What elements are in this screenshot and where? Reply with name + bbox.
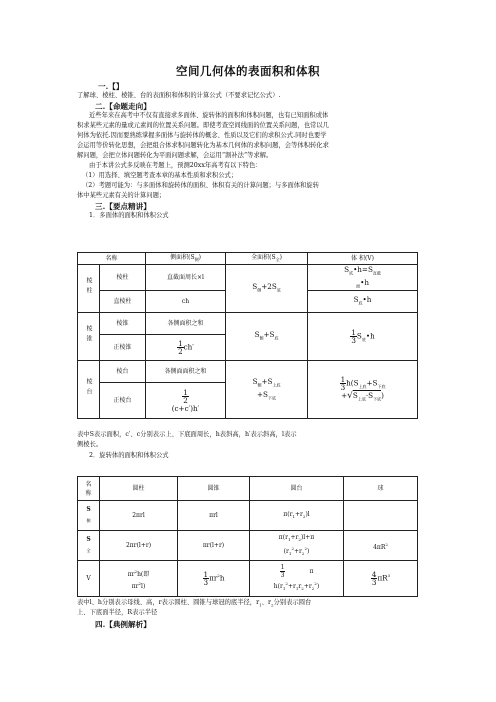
para1-line1: 近些年来在高考中不仅有直接求多面体、旋转体的面积和体积问题，也有已知面积或体 <box>89 112 329 119</box>
header-frustum: 圆台 <box>250 477 344 501</box>
section-1-text: 了解球、棱柱、棱锥、台的表面积和体积的计算公式（不要求记忆公式）. <box>77 92 281 99</box>
right-pyramid-name: 正棱锥 <box>100 335 146 361</box>
table-1-note-line2: 侧棱长。 <box>77 441 103 448</box>
item-2-line2: 体中某些元素有关的计算问题； <box>77 192 166 199</box>
para1-line2: 积求某些元素的量或元素间的位置关系问题。即使考查空间线面的位置关系问题，也常以几 <box>77 122 329 129</box>
row-lateral-label: S $_侧$ <box>78 501 100 531</box>
item-1: （1）用选择、填空题考查本章的基本性质和求积公式； <box>82 172 238 179</box>
table-1-note-line1: 表中S表示面积，c′、c分别表示上、下底面周长，h表斜高，h′表示斜高，l表示 <box>77 431 297 438</box>
pyramid-lateral: 各侧面积之和 <box>146 313 226 335</box>
frustum-total: $\pi(r_1+r_2)l+\pi$ $(r_1^2+r_2^2)$ <box>250 531 344 561</box>
cone-volume: $\frac{1}{3}$ $\pi r^2h$ <box>178 561 250 597</box>
group-prism: 棱柱 <box>78 265 100 313</box>
row-volume-label: V <box>78 561 100 597</box>
item-2-line1: （2）考题可能为：与多面体和旋转体的面积、体积有关的计算问题；与多面体和旋转 <box>82 182 319 189</box>
subheading-1: 1．多面体的面积和体积公式 <box>89 212 169 219</box>
subheading-2: 2．旋转体的面积和体积公式 <box>89 452 169 459</box>
right-prism-volume: $S_底•h$ <box>308 291 418 313</box>
prism-name: 棱柱 <box>100 265 146 291</box>
header-sphere: 球 <box>344 477 418 501</box>
table-2-note-line2: 上、下底面半径，R表示半径 <box>77 609 158 616</box>
prism-lateral: 直截面周长×l <box>146 265 226 291</box>
polyhedron-formula-table <box>77 252 418 419</box>
header-volume: 体 积(V) <box>308 253 418 265</box>
section-1-heading: 一.【】 <box>98 82 124 91</box>
row-total-label: S $_全$ <box>78 531 100 561</box>
frustum-name: 棱台 <box>100 361 146 383</box>
cylinder-total: 2πr(l+r) <box>100 531 178 561</box>
table-2-note-line1: 表中l、h分别表示母线、高，r表示圆柱、圆锥与球冠的底半径，$r_1$、$r_2$分别表示圆台 <box>77 599 312 608</box>
para1-line4: 会运用等价转化思想，会把组合体求积问题转化为基本几何体的求积问题，会等体积转化求 <box>77 142 329 149</box>
rotation-body-formula-table <box>77 476 418 597</box>
group-frustum: 棱台 <box>78 361 100 419</box>
right-prism-lateral: ch <box>146 291 226 313</box>
header-cone: 圆锥 <box>178 477 250 501</box>
header-lateral: 侧面积$(S_侧)$ <box>146 253 226 265</box>
right-frustum-name: 正棱台 <box>100 383 146 419</box>
section-2-heading: 二.【命题走向】 <box>95 102 151 111</box>
para2: 由于本讲公式多反映在考题上，预测20xx年高考有以下特色： <box>89 162 262 169</box>
cone-total: πr(l+r) <box>178 531 250 561</box>
page-title: 空间几何体的表面积和体积 <box>176 64 320 78</box>
header-name: 名称 <box>78 253 146 265</box>
header-cylinder: 圆柱 <box>100 477 178 501</box>
pyramid-total: $S_侧+S_底$ <box>226 313 308 361</box>
right-frustum-lateral: $\frac{1}{2}$ (c+c′)h′ <box>146 383 226 419</box>
sphere-volume: $\frac{4}{3}$ $\pi R^3$ <box>344 561 418 597</box>
sphere-total: $4\pi R^2$ <box>344 531 418 561</box>
prism-volume: $S_底•h=S_{直截}$ $_面$•h <box>308 265 418 291</box>
right-pyramid-lateral: $\frac{1}{2}$ ch′ <box>146 335 226 361</box>
group-pyramid: 棱锥 <box>78 313 100 361</box>
header-total: 全面积$(S_全)$ <box>226 253 308 265</box>
pyramid-volume: $\frac{1}{3}$ $S_底•h$ <box>308 313 418 361</box>
frustum-lateral: $\pi(r_1+r_2)l$ <box>250 501 344 531</box>
cone-lateral: πrl <box>178 501 250 531</box>
frustum-lateral: 各侧面面积之和 <box>146 361 226 383</box>
prism-total: $S_侧+2S_底$ <box>226 265 308 313</box>
frustum-total: $S_侧+S_{上底}$ $+S_{下底}$ <box>226 361 308 419</box>
section-4-heading: 四.【典例解析】 <box>95 620 151 629</box>
para1-line5: 解问题，会把立体问题转化为平面问题求解，会运用“割补法”等求解。 <box>77 152 273 159</box>
right-prism-name: 直棱柱 <box>100 291 146 313</box>
sphere-lateral <box>344 501 418 531</box>
cylinder-lateral: 2πrl <box>100 501 178 531</box>
para1-line3: 何体为依托.因而要熟练掌握多面体与旋转体的概念、性质以及它们的求积公式.同时也要学 <box>77 132 327 139</box>
frustum-volume: $\frac{1}{3}$ π $h(r_1^2+r_1r_2+r_2^2)$ <box>250 561 344 597</box>
header-name: 名 称 <box>78 477 100 501</box>
cylinder-volume: $\pi r^2h$(即 $\pi r^2l$) <box>100 561 178 597</box>
section-3-heading: 三.【要点精讲】 <box>95 202 151 211</box>
pyramid-name: 棱锥 <box>100 313 146 335</box>
frustum-volume: $\frac{1}{3}$ $h(S_{上底}+S_{下底}$ $+√S_{上底}\cdot S_{下底}$) <box>308 361 418 419</box>
